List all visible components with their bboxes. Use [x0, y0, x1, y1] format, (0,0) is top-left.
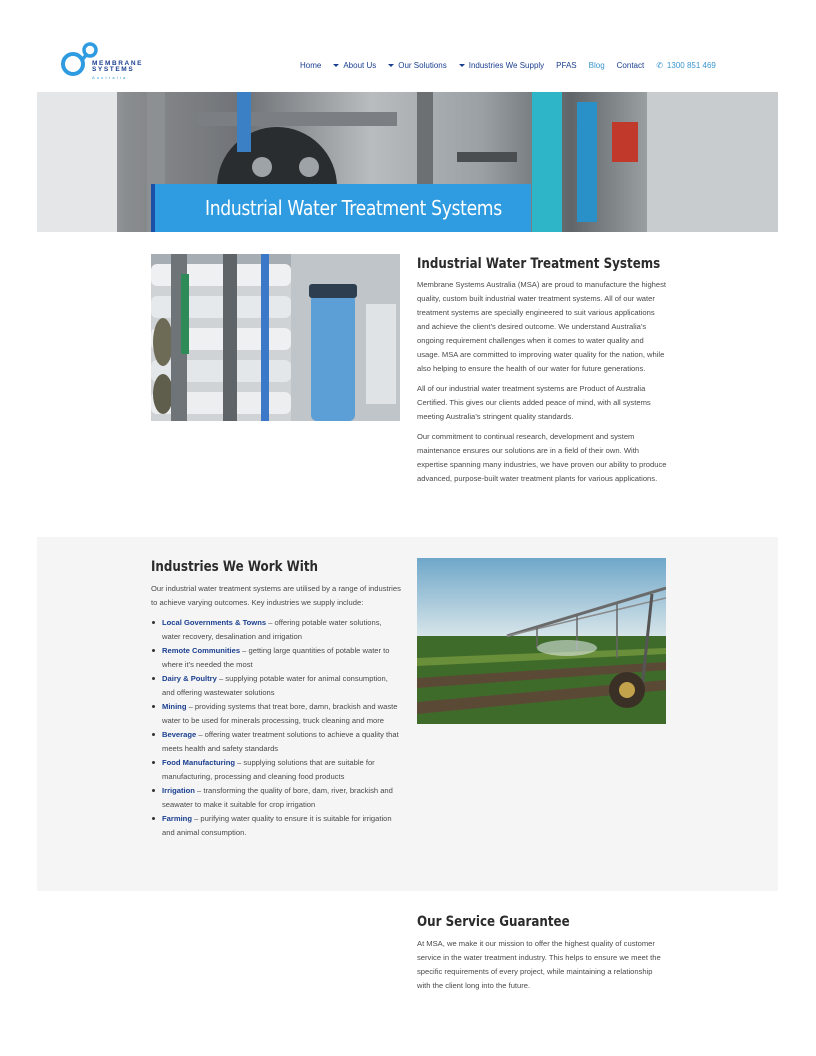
industry-desc: – offering potable water solutions, water recovery, desalination and irrigation — [162, 618, 382, 641]
filtration-plant-picture — [151, 254, 400, 421]
intro-paragraph: Membrane Systems Australia (MSA) are proud to manufacture the highest quality, custom built industrial water treatment systems. All of our water treatment systems are specially engineered to suit various applications and achieve the client’s desired outcome. We understand Australia’s ongoing requirement challenges when it comes to water quality and usage. MSA are committed to improving water quality for the nation, while also helping to ensure the health of our water for future generations. — [417, 280, 667, 373]
list-item — [151, 728, 401, 756]
nav-home[interactable]: Home — [300, 60, 322, 70]
list-item — [151, 672, 401, 700]
industry-link[interactable]: Beverage — [162, 730, 197, 739]
industry-link[interactable]: Irrigation — [162, 786, 195, 795]
nav-about[interactable] — [333, 61, 376, 70]
industries-list — [151, 616, 401, 840]
intro-title: Industrial Water Treatment Systems — [417, 256, 661, 272]
nav-industries-label: Industries We Supply — [468, 60, 545, 70]
phone-number: 1300 851 469 — [666, 60, 716, 70]
list-item — [151, 784, 401, 812]
industry-link[interactable]: Dairy & Poultry — [162, 674, 217, 683]
industry-desc: – providing systems that treat bore, damn, brackish and waste water to be used for minerals processing, truck cleaning and more — [162, 702, 398, 725]
guarantee-text: At MSA, we make it our mission to offer the highest quality of customer service in the water treatment industry. This helps to ensure we meet the specific requirements of every project, while maintaining a relationship with the client long into the future. — [417, 939, 661, 990]
industry-link[interactable]: Food Manufacturing — [162, 758, 235, 767]
hero-title-box — [151, 184, 531, 232]
caret-down-icon — [388, 64, 394, 67]
intro-paragraph: Our commitment to continual research, development and system maintenance ensures our solutions are in a field of their own. With expertise spanning many industries, we have proven our ability to produce advanced, purpose-built water treatment plants for various applications. — [417, 432, 667, 483]
industries-title: Industries We Work With — [151, 559, 318, 575]
industry-desc: – purifying water quality to ensure it is suitable for irrigation and animal consumption. — [162, 814, 392, 837]
list-item — [151, 616, 401, 644]
caret-down-icon — [459, 64, 465, 67]
caret-down-icon — [333, 64, 339, 67]
nav-contact[interactable]: Contact — [616, 60, 645, 70]
list-item — [151, 700, 401, 728]
industry-desc: – getting large quantities of potable water to where it’s needed the most — [162, 646, 390, 669]
industry-link[interactable]: Farming — [162, 814, 192, 823]
water-system-image — [151, 254, 400, 421]
nav-phone[interactable] — [656, 61, 716, 70]
intro-body — [417, 278, 667, 492]
main-nav — [300, 58, 716, 72]
nav-industries[interactable] — [459, 61, 544, 70]
hero-title: Industrial Water Treatment Systems — [205, 196, 502, 220]
intro-paragraph: All of our industrial water treatment systems are Product of Australia Certified. This gives our clients added peace of mind, with all systems meeting Australia’s stringent quality standards. — [417, 384, 651, 421]
irrigation-field-picture — [417, 558, 666, 724]
nav-blog[interactable]: Blog — [588, 60, 605, 70]
guarantee-body — [417, 937, 667, 999]
industry-desc: – transforming the quality of bore, dam, river, brackish and seawater to make it suitable for crop irrigation — [162, 786, 393, 809]
list-item — [151, 644, 401, 672]
irrigation-image — [417, 558, 666, 724]
industry-desc: – offering water treatment solutions to achieve a quality that meets health and safety standards — [162, 730, 399, 753]
industry-link[interactable]: Remote Communities — [162, 646, 241, 655]
hero-banner — [37, 92, 778, 232]
industry-link[interactable]: Mining — [162, 702, 187, 711]
logo-line2: SYSTEMS — [92, 66, 135, 73]
industries-section — [37, 537, 778, 891]
phone-icon: ✆ — [656, 60, 663, 70]
logo-wordmark — [92, 61, 143, 73]
nav-solutions[interactable] — [388, 61, 446, 70]
list-item — [151, 756, 401, 784]
industries-body — [151, 582, 401, 840]
nav-pfas[interactable]: PFAS — [556, 60, 577, 70]
nav-solutions-label: Our Solutions — [398, 60, 447, 70]
site-header — [0, 0, 816, 92]
logo-line1: MEMBRANE — [92, 60, 144, 67]
logo-tagline: Australia — [92, 75, 128, 80]
site-logo[interactable] — [60, 44, 144, 84]
industry-desc: – supplying solutions that are suitable for manufacturing, processing and cleaning food products — [162, 758, 375, 781]
list-item — [151, 812, 401, 840]
industry-desc: – supplying potable water for animal consumption, and offering wastewater solutions — [162, 674, 388, 697]
industries-intro: Our industrial water treatment systems are utilised by a range of industries to achieve varying outcomes. Key industries we supply include: — [151, 584, 401, 607]
nav-about-label: About Us — [343, 60, 377, 70]
guarantee-title: Our Service Guarantee — [417, 914, 570, 930]
industry-link[interactable]: Local Governments & Towns — [162, 618, 267, 627]
